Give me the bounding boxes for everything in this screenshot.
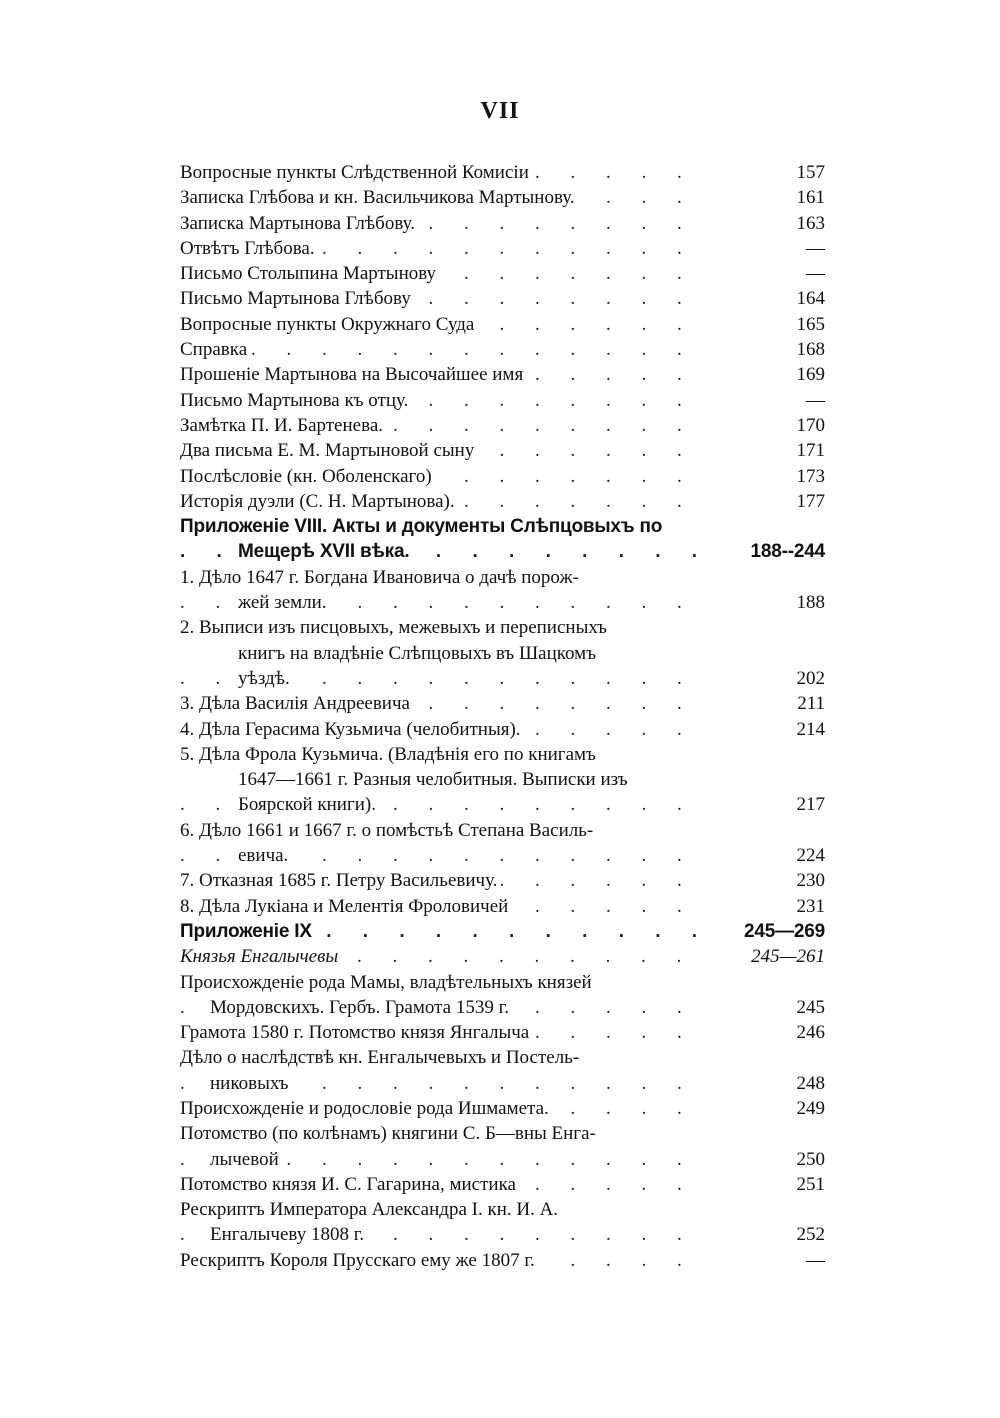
toc-entry	[180, 211, 825, 236]
toc-entry-page: 157	[721, 160, 825, 185]
toc-entry-title: 6. Дѣло 1661 и 1667 г. о помѣстьѣ Степана Василь-	[180, 820, 597, 841]
toc-entry-title: Записка Глѣбова и кн. Васильчикова Мартынову.	[180, 187, 579, 208]
toc-entry	[180, 1197, 825, 1248]
page-number: VII	[480, 98, 520, 124]
toc-entry-line	[180, 970, 825, 995]
toc-entry	[180, 236, 825, 261]
toc-entry-line	[180, 312, 825, 337]
toc-entry	[180, 1121, 825, 1172]
toc-entry-title: никовыхъ	[210, 1073, 292, 1094]
toc-entry-line	[180, 641, 825, 666]
toc-entry-title: Мордовскихъ. Гербъ. Грамота 1539 г.	[210, 997, 513, 1018]
toc-entry-line	[180, 185, 825, 210]
toc-entry-line	[180, 818, 825, 843]
toc-entry	[180, 691, 825, 716]
toc-entry-line	[180, 615, 825, 640]
toc-entry-title: Письмо Столыпина Мартынову	[180, 263, 440, 284]
toc-entry-page: 231	[721, 894, 825, 919]
toc-entry-line	[180, 767, 825, 792]
toc-entry-line	[180, 286, 825, 311]
toc-entry-line	[180, 236, 825, 261]
toc-entry-page: 214	[721, 717, 825, 742]
toc-entry	[180, 944, 825, 969]
toc-entry-title: Происхожденіе рода Мамы, владѣтельныхъ князей	[180, 972, 596, 993]
toc-entry-page: —	[721, 261, 825, 286]
toc-entry-title: Рескриптъ Императора Александра I. кн. И. А.	[180, 1199, 562, 1220]
toc-entry-line	[180, 868, 825, 893]
toc-entry-line	[180, 1045, 825, 1070]
toc-entry-title: Письмо Мартынова къ отцу.	[180, 390, 412, 411]
toc-entry-title: уѣздѣ.	[238, 668, 294, 689]
toc-entry-line	[180, 843, 825, 868]
toc-entry-title: Записка Мартынова Глѣбову.	[180, 213, 419, 234]
toc-entry-page: 202	[721, 666, 825, 691]
toc-entry-title: Письмо Мартынова Глѣбову	[180, 288, 415, 309]
toc-entry-page: 211	[721, 691, 825, 716]
toc-entry-page: —	[721, 1248, 825, 1273]
toc-entry-title: Два письма Е. М. Мартыновой сыну	[180, 440, 478, 461]
toc-entry-page: 245	[721, 995, 825, 1020]
toc-entry-line	[180, 388, 825, 413]
toc-entry-title: Вопросные пункты Слѣдственной Комисіи	[180, 162, 533, 183]
toc-entry-page: 230	[721, 868, 825, 893]
toc-entry-line	[180, 539, 825, 564]
toc-entry-line	[180, 792, 825, 817]
toc-entry-title: Потомство (по колѣнамъ) княгини С. Б—вны Енга-	[180, 1123, 600, 1144]
toc-entry-title: Князья Енгалычевы	[180, 946, 342, 967]
toc-entry-title: евича.	[238, 845, 292, 866]
toc-entry-title: 2. Выписи изъ писцовыхъ, межевыхъ и переписныхъ	[180, 617, 611, 638]
toc-entry-page: 173	[721, 464, 825, 489]
toc-entry-page: 161	[721, 185, 825, 210]
toc-entry	[180, 1020, 825, 1045]
toc-entry-line	[180, 1147, 825, 1172]
toc-entry-page: 248	[721, 1071, 825, 1096]
toc-entry	[180, 1045, 825, 1096]
toc-entry	[180, 337, 825, 362]
toc-entry	[180, 362, 825, 387]
toc-entry-page: 250	[721, 1147, 825, 1172]
toc-entry-line	[180, 362, 825, 387]
toc-entry	[180, 565, 825, 616]
toc-entry-page: 188	[721, 590, 825, 615]
toc-entry-line	[180, 489, 825, 514]
toc-entry-line	[180, 590, 825, 615]
toc-entry-title: 5. Дѣла Фрола Кузьмича. (Владѣнія его по книгамъ	[180, 744, 600, 765]
toc-entry	[180, 185, 825, 210]
toc-entry	[180, 489, 825, 514]
toc-entry-title: Прошеніе Мартынова на Высочайшее имя	[180, 364, 527, 385]
toc-entry-line	[180, 717, 825, 742]
toc-entry-page: 165	[721, 312, 825, 337]
toc-entry-line	[180, 211, 825, 236]
toc-entry	[180, 1172, 825, 1197]
toc-entry	[180, 413, 825, 438]
toc-entry-page: 177	[721, 489, 825, 514]
toc-entry-page: 217	[721, 792, 825, 817]
toc-entry-line	[180, 944, 825, 969]
toc-entry-title: Отвѣтъ Глѣбова.	[180, 238, 319, 259]
toc-entry-title: 8. Дѣла Лукіана и Мелентія Фроловичей	[180, 896, 512, 917]
toc-entry-title: Приложеніе IX	[180, 921, 316, 942]
toc-entry	[180, 818, 825, 869]
toc-entry-title: лычевой	[210, 1149, 283, 1170]
toc-entry-line	[180, 742, 825, 767]
toc-entry-title: Справка	[180, 339, 251, 360]
toc-entry-line	[180, 1020, 825, 1045]
toc-entry-title: Замѣтка П. И. Бартенева.	[180, 415, 387, 436]
toc-entry-line	[180, 1197, 825, 1222]
toc-entry-page: 171	[721, 438, 825, 463]
toc-entry-title: Вопросные пункты Окружнаго Суда	[180, 314, 478, 335]
toc-entry-page: 170	[721, 413, 825, 438]
toc-entry-line	[180, 1248, 825, 1273]
toc-entry-page: 168	[721, 337, 825, 362]
toc-entry-title: Рескриптъ Короля Прусскаго ему же 1807 г.	[180, 1250, 539, 1271]
toc-entry-line	[180, 1172, 825, 1197]
toc-entry-title: Дѣло о наслѣдствѣ кн. Енгалычевыхъ и Постель-	[180, 1047, 583, 1068]
toc-entry-page: —	[721, 236, 825, 261]
toc-entry-title: Енгалычеву 1808 г.	[210, 1224, 368, 1245]
toc-entry-line	[180, 894, 825, 919]
toc-entry-line	[180, 691, 825, 716]
toc-entry	[180, 919, 825, 944]
toc-entry	[180, 514, 825, 565]
toc-entry-line	[180, 514, 825, 539]
toc-entry-line	[180, 160, 825, 185]
toc-entry-page: 245—269	[721, 919, 825, 944]
toc-entry-line	[180, 438, 825, 463]
toc-entry-title: Исторія дуэли (С. Н. Мартынова).	[180, 491, 459, 512]
toc-entry	[180, 438, 825, 463]
toc-entry-page: 245—261	[721, 944, 825, 969]
toc-entry-line	[180, 413, 825, 438]
toc-entry	[180, 894, 825, 919]
toc-entry-title: 3. Дѣла Василія Андреевича	[180, 693, 414, 714]
toc-entry	[180, 742, 825, 818]
toc-entry	[180, 868, 825, 893]
toc-entry-line	[180, 261, 825, 286]
toc-entry-title: Потомство князя И. С. Гагарина, мистика	[180, 1174, 520, 1195]
toc-entry-title: 7. Отказная 1685 г. Петру Васильевичу.	[180, 870, 501, 891]
toc-entry-title: 4. Дѣла Герасима Кузьмича (челобитныя).	[180, 719, 525, 740]
toc-entry-title: 1. Дѣло 1647 г. Богдана Ивановича о дачѣ порож-	[180, 567, 583, 588]
toc-entry-title: жей земли.	[238, 592, 331, 613]
toc-entry	[180, 160, 825, 185]
toc-entry-title: Послѣсловіе (кн. Оболенскаго)	[180, 466, 436, 487]
toc-entry-page: 164	[721, 286, 825, 311]
toc-entry-title: 1647—1661 г. Разныя челобитныя. Выписки изъ	[238, 769, 632, 790]
toc-entry	[180, 261, 825, 286]
toc-entry-page: 252	[721, 1222, 825, 1247]
toc-entry-title: книгъ на владѣніе Слѣпцовыхъ въ Шацкомъ	[238, 643, 600, 664]
toc-entry-page: 163	[721, 211, 825, 236]
toc-entry-page: 224	[721, 843, 825, 868]
toc-entry	[180, 1096, 825, 1121]
toc-entry-page: —	[721, 388, 825, 413]
toc-entry	[180, 717, 825, 742]
toc-entry-line	[180, 1071, 825, 1096]
toc-entry-page: 188--244	[721, 539, 825, 564]
toc-entry	[180, 1248, 825, 1273]
toc-entry-line	[180, 919, 825, 944]
toc-entry	[180, 286, 825, 311]
toc-entry-title: Приложеніе VIII. Акты и документы Слѣпцовыхъ по	[180, 516, 666, 537]
toc-entry-line	[180, 666, 825, 691]
toc-entry	[180, 388, 825, 413]
toc-entry-title: Происхожденіе и родословіе рода Ишмамета.	[180, 1098, 553, 1119]
toc-entry	[180, 970, 825, 1021]
toc-entry-page: 169	[721, 362, 825, 387]
toc-entry-line	[180, 337, 825, 362]
toc-entry-title: Грамота 1580 г. Потомство князя Янгалыча	[180, 1022, 533, 1043]
toc-entry-line	[180, 1222, 825, 1247]
toc-entry	[180, 312, 825, 337]
toc-entry-title: Мещерѣ XVII вѣка.	[238, 541, 413, 562]
toc-entry	[180, 464, 825, 489]
toc-entry-page: 251	[721, 1172, 825, 1197]
toc-entry-line	[180, 1121, 825, 1146]
toc-entry-line	[180, 995, 825, 1020]
toc-entry-title: Боярской книги).	[238, 794, 380, 815]
toc-entry	[180, 615, 825, 691]
table-of-contents	[180, 160, 825, 1273]
toc-entry-line	[180, 565, 825, 590]
toc-entry-line	[180, 1096, 825, 1121]
toc-entry-line	[180, 464, 825, 489]
toc-entry-page: 246	[721, 1020, 825, 1045]
toc-entry-page: 249	[721, 1096, 825, 1121]
